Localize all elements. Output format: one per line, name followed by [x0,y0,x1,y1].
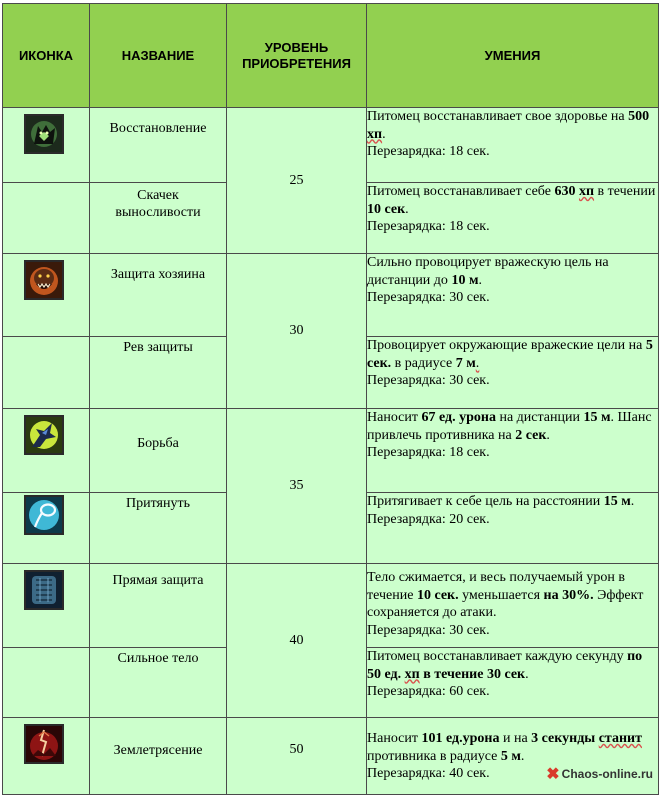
skill-description: Питомец восстанавливает свое здоровье на 500 хп. Перезарядка: 18 сек. [367,108,659,183]
icon-cell [3,718,90,795]
header-level [227,4,367,108]
cooldown-text: Перезарядка: 30 сек. [367,290,490,305]
table-row [3,409,659,493]
level-value: 30 [227,254,367,409]
cooldown-text: Перезарядка: 40 сек. [367,766,490,781]
skill-name: Скачек выносливости [90,183,227,254]
skill-name: Прямая защита [90,564,227,648]
skill-description: Провоцирует окружающие вражеские цели на 5 сек. в радиусе 7 м. Перезарядка: 30 сек. [367,337,659,409]
cooldown-text: Перезарядка: 30 сек. [367,622,490,638]
skill-name: Рев защиты [90,337,227,409]
skill-description: Тело сжимается, и весь получаемый урон в течение 10 сек. уменьшается на 30%. Эффект сохраняется до атаки. Перезарядка: 30 сек. [367,564,659,648]
table-row [3,254,659,337]
fighting-bird-icon [24,415,64,455]
skill-description: Питомец восстанавливает каждую секунду по 50 ед. хп в течение 30 сек. Перезарядка: 60 сек. [367,648,659,718]
skill-description: Питомец восстанавливает себе 630 хп в течении 10 сек. Перезарядка: 18 сек. [367,183,659,254]
skill-name: Восстановление [90,108,227,183]
icon-cell [3,108,90,183]
header-level-line1: УРОВЕНЬ [264,39,329,55]
cooldown-text: Перезарядка: 18 сек. [367,144,490,159]
skill-name: Сильное тело [90,648,227,718]
header-skills: УМЕНИЯ [367,4,659,108]
icon-cell [3,254,90,337]
earthquake-icon [24,724,64,764]
table-header-row [3,4,659,108]
roaring-beast-icon [24,260,64,300]
icon-cell [3,564,90,648]
lasso-pull-icon [24,495,64,535]
icon-cell [3,183,90,254]
header-icon: ИКОНКА [3,4,90,108]
header-name: НАЗВАНИЕ [90,4,227,108]
table-row [3,564,659,648]
icon-cell [3,337,90,409]
skill-name: Землетрясение [90,718,227,795]
icon-cell [3,409,90,493]
skill-name: Борьба [90,409,227,493]
site-watermark [546,764,653,784]
close-x-icon: ✖ [546,766,560,783]
cooldown-text: Перезарядка: 30 сек. [367,373,490,388]
cooldown-text: Перезарядка: 20 сек. [367,511,490,527]
skill-name: Притянуть [90,493,227,564]
table-row [3,108,659,183]
skill-description: Притягивает к себе цель на расстоянии 15 м. Перезарядка: 20 сек. [367,493,659,564]
icon-cell [3,648,90,718]
watermark-text: Chaos-online.ru [561,767,653,781]
skill-description: Наносит 67 ед. урона на дистанции 15 м. Шанс привлечь противника на 2 сек. Перезарядка: 18 сек. [367,409,659,493]
skill-name: Защита хозяина [90,254,227,337]
level-value: 40 [227,564,367,718]
cooldown-text: Перезарядка: 60 сек. [367,684,490,699]
level-value: 50 [227,718,367,795]
cooldown-text: Перезарядка: 18 сек. [367,445,490,460]
cooldown-text: Перезарядка: 18 сек. [367,219,490,234]
armored-body-icon [24,570,64,610]
icon-cell [3,493,90,564]
skill-description: Сильно провоцирует вражескую цель на дистанции до 10 м. Перезарядка: 30 сек. [367,254,659,337]
level-value: 25 [227,108,367,254]
skill-description: Наносит 101 ед.урона и на 3 секунды станит противника в радиусе 5 м. Перезарядка: 40 сек. [367,718,659,795]
wolf-heal-icon [24,114,64,154]
level-value: 35 [227,409,367,564]
header-level-line2: ПРИОБРЕТЕНИЯ [242,55,351,71]
skills-table [2,3,659,795]
